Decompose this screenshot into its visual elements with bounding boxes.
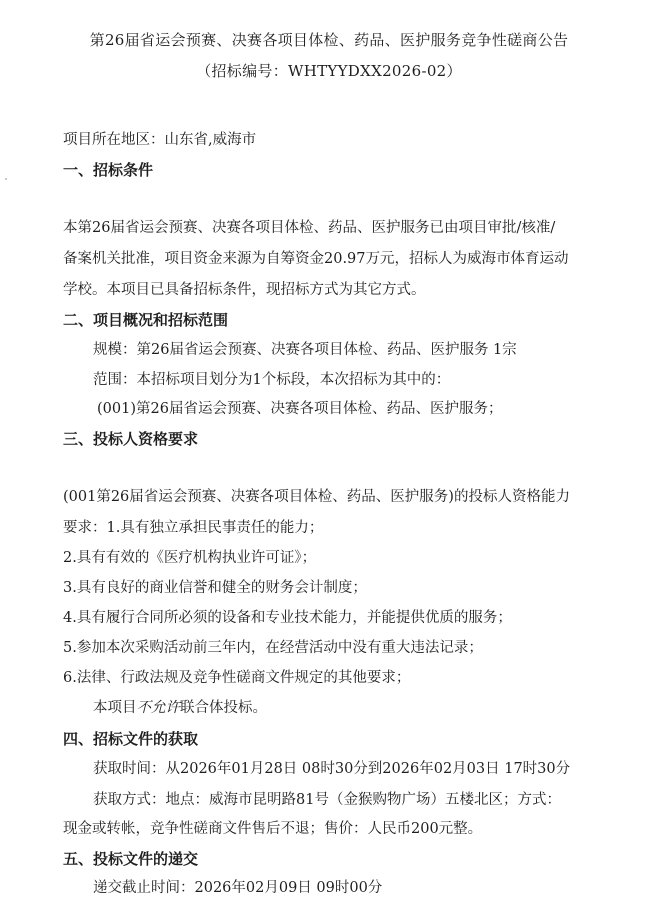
tender-number: （招标编号：WHTYYDXX2026-02） bbox=[196, 62, 462, 80]
consortium-note bbox=[93, 698, 267, 718]
sec2-lot: (001)第26届省运会预赛、决赛各项目体检、药品、医护服务； bbox=[97, 401, 503, 417]
project-location: 项目所在地区：山东省,威海市 bbox=[63, 132, 257, 148]
sec3-line-3: 2.具有有效的《医疗机构执业许可证》； bbox=[63, 550, 317, 566]
consortium-emphasis: 不允许 bbox=[136, 700, 180, 716]
sec1-line-2: 备案机关批准，项目资金来源为自筹资金20.97万元，招标人为威海市体育运动 bbox=[63, 251, 569, 267]
section-heading-5: 五、投标文件的递交 bbox=[63, 850, 199, 868]
sec3-line-1: (001第26届省运会预赛、决赛各项目体检、药品、医护服务)的投标人资格能力 bbox=[63, 489, 570, 505]
sec1-line-3: 学校。本项目已具备招标条件，现招标方式为其它方式。 bbox=[63, 282, 426, 298]
scan-speck bbox=[5, 178, 7, 180]
section-heading-1: 一、招标条件 bbox=[63, 161, 154, 179]
sec4-time: 获取时间：从2026年01月28日 08时30分到2026年02月03日 17时30分 bbox=[93, 761, 571, 777]
sec3-line-4: 3.具有良好的商业信誉和健全的财务会计制度； bbox=[63, 580, 367, 596]
consortium-prefix: 本项目 bbox=[93, 700, 137, 716]
sec2-scale: 规模：第26届省运会预赛、决赛各项目体检、药品、医护服务 1宗 bbox=[93, 342, 517, 358]
sec5-deadline: 递交截止时间：2026年02月09日 09时00分 bbox=[93, 880, 383, 896]
sec1-line-1: 本第26届省运会预赛、决赛各项目体检、药品、医护服务已由项目审批/核准/ bbox=[63, 220, 556, 236]
section-heading-3: 三、投标人资格要求 bbox=[63, 430, 199, 448]
sec4-price: 现金或转帐，竞争性磋商文件售后不退；售价：人民币200元整。 bbox=[63, 821, 483, 837]
sec2-scope: 范围：本招标项目划分为1个标段，本次招标为其中的： bbox=[93, 372, 451, 388]
sec3-line-7: 6.法律、行政法规及竞争性磋商文件规定的其他要求； bbox=[63, 670, 411, 686]
consortium-suffix: 联合体投标。 bbox=[180, 700, 267, 716]
section-heading-4: 四、招标文件的获取 bbox=[63, 730, 199, 748]
sec3-line-5: 4.具有履行合同所必须的设备和专业技术能力，并能提供优质的服务； bbox=[63, 610, 512, 626]
sec3-line-2: 要求：1.具有独立承担民事责任的能力； bbox=[63, 520, 324, 536]
sec3-line-6: 5.参加本次采购活动前三年内，在经营活动中没有重大违法记录； bbox=[63, 640, 483, 656]
section-heading-2: 二、项目概况和招标范围 bbox=[63, 311, 229, 329]
notice-title: 第26届省运会预赛、决赛各项目体检、药品、医护服务竞争性磋商公告 bbox=[89, 31, 569, 49]
sec4-method: 获取方式：地点：威海市昆明路81号（金猴购物广场）五楼北区；方式： bbox=[93, 792, 561, 808]
